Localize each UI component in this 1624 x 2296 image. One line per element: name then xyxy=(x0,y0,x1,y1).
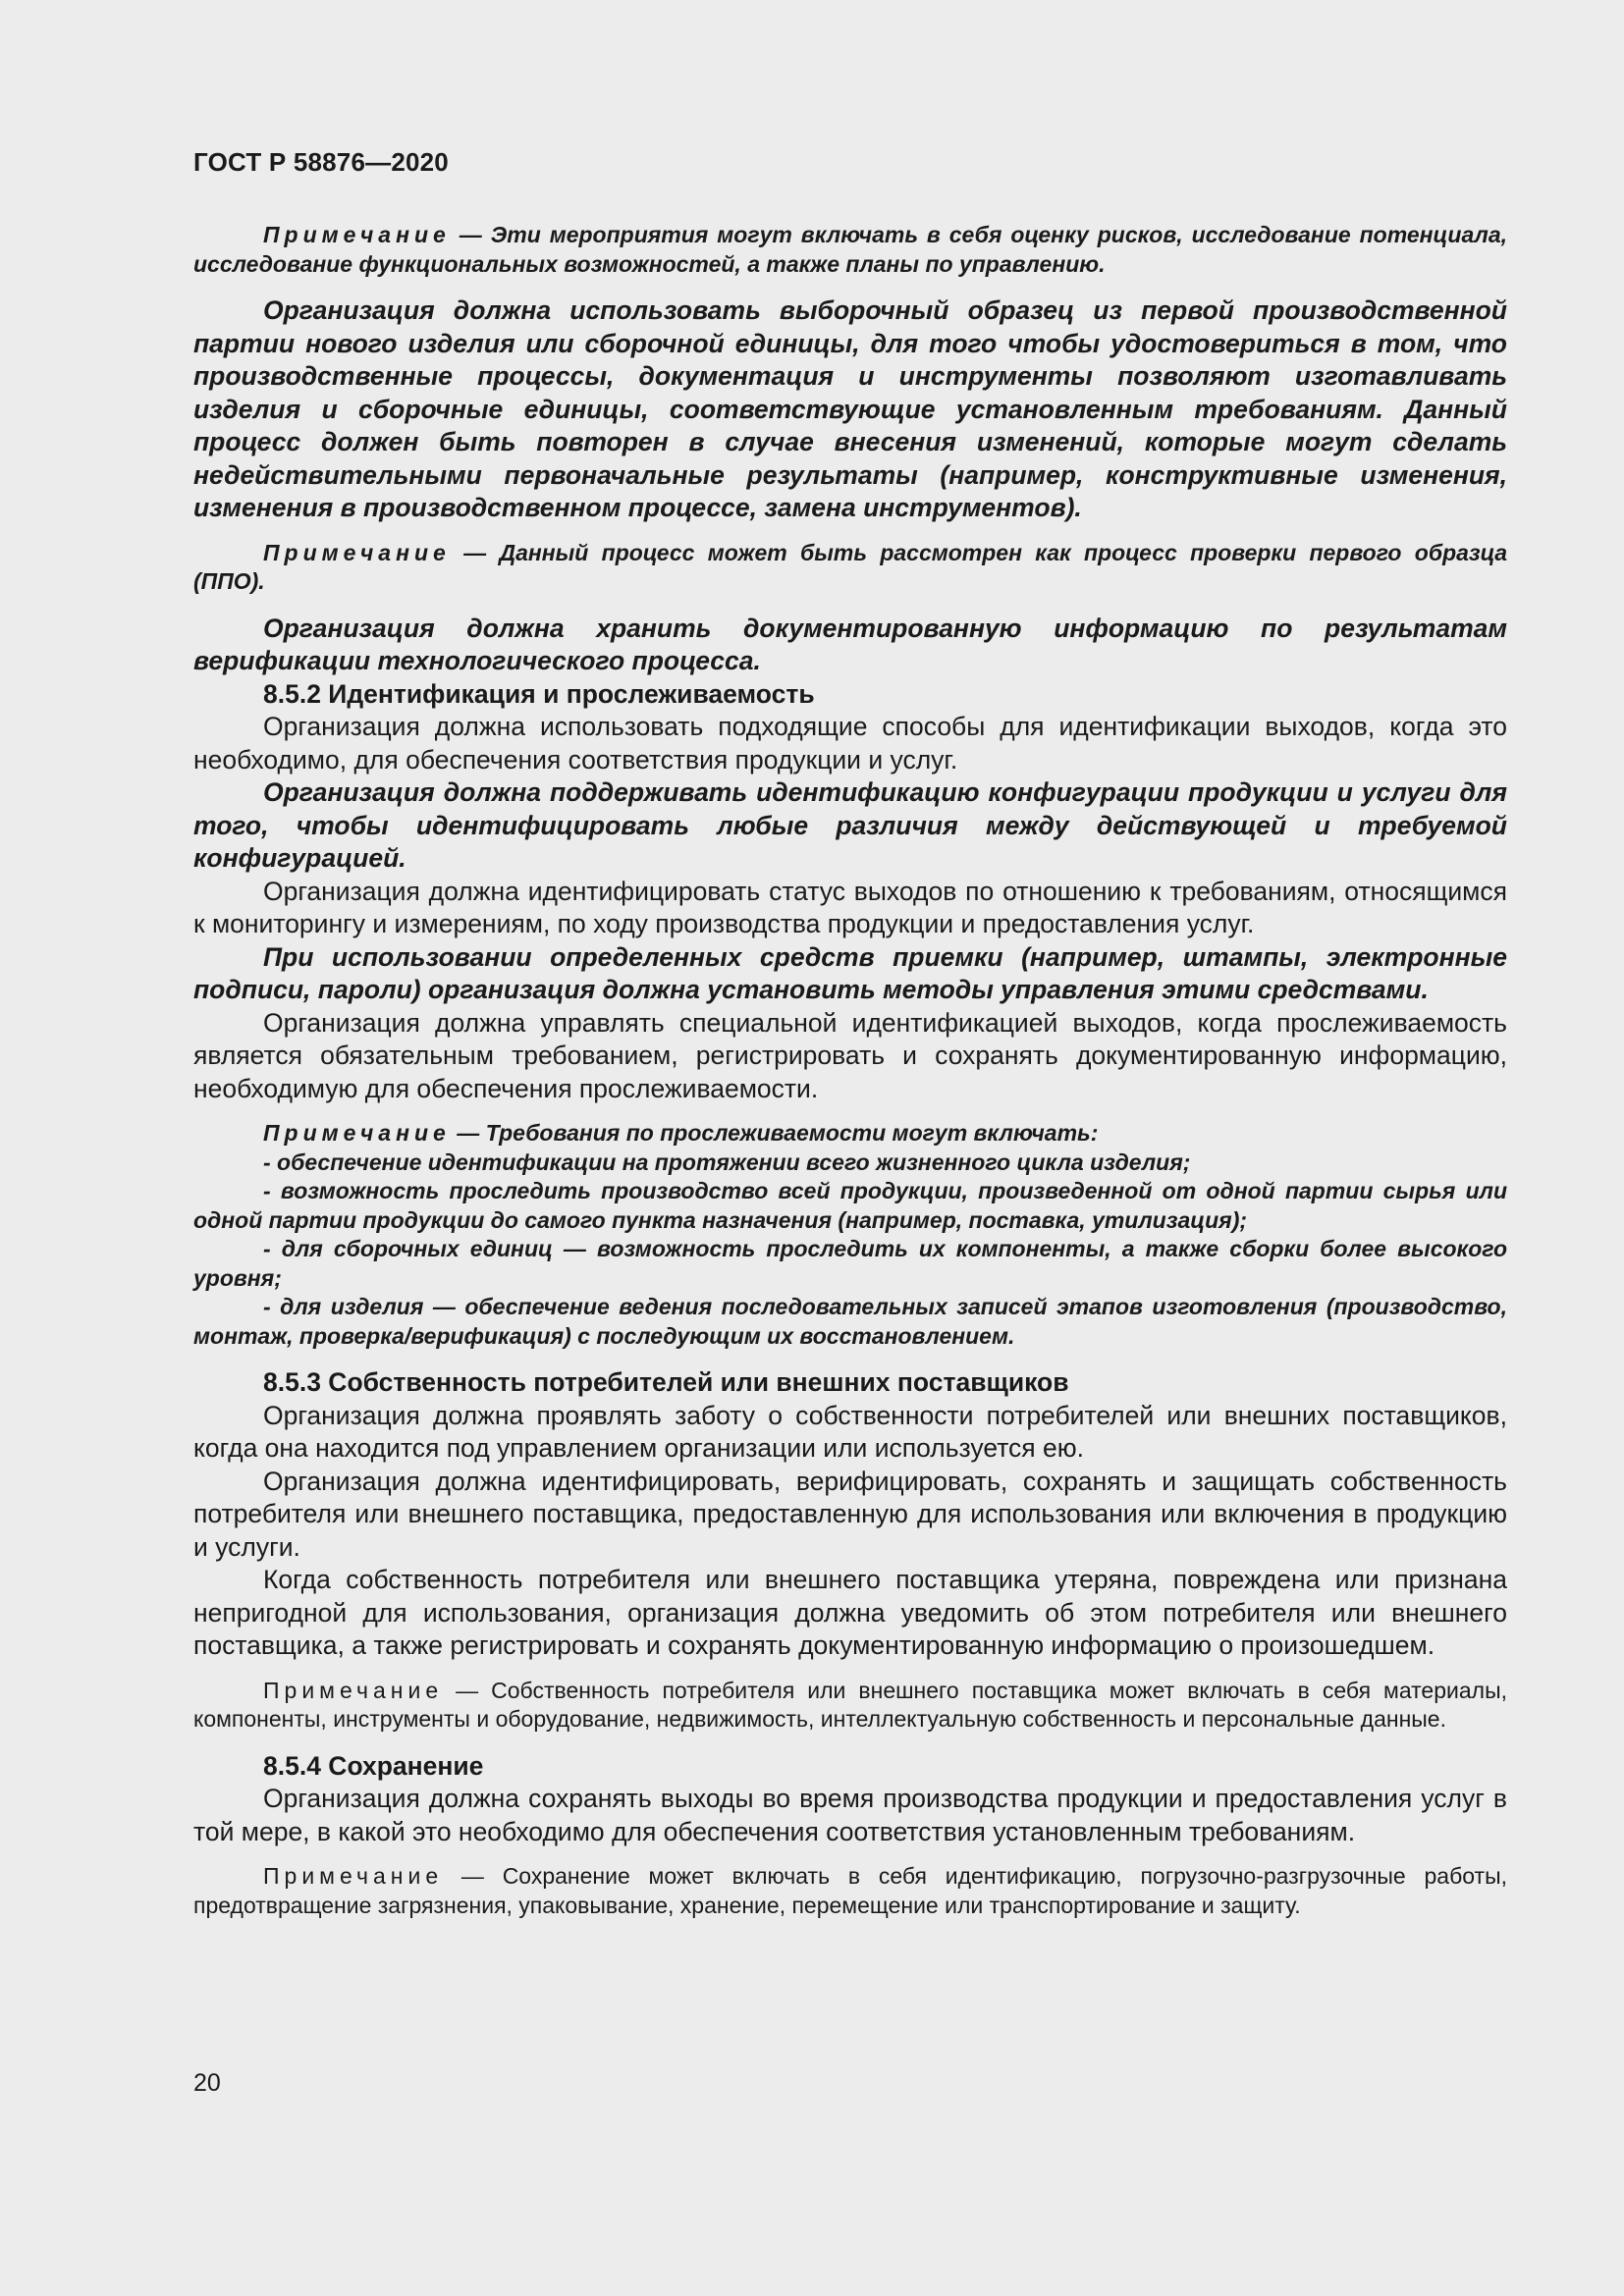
body-paragraph: Организация должна использовать подходящие способы для идентификации выходов, когда это необходимо, для обеспечения соответствия продукции и услуг. xyxy=(193,712,1507,774)
note-dash: — xyxy=(450,222,491,247)
document-page xyxy=(193,147,1507,1920)
section-heading-8-5-4: 8.5.4 Сохранение xyxy=(263,1750,484,1781)
note-text: Эти мероприятия могут включать в себя оценку рисков, исследование потенциала, исследование функциональных возможностей, а также планы по управлению. xyxy=(193,222,1508,277)
requirement-paragraph: Организация должна использовать выборочный образец из первой производственной партии нового изделия или сборочной единицы, для того чтобы удостовериться в том, что производственные процессы, документация и инструменты позволяют изготавливать изделия и сборочные единицы, соответствующие установленным требованиям. Данный процесс должен быть повторен в случае внесения изменений, которые могут сделать недействительными первоначальные результаты (например, конструктивные изменения, изменения в производственном процессе, замена инструментов). xyxy=(193,295,1507,522)
body-paragraph: Организация должна сохранять выходы во время производства продукции и предоставления услуг в той мере, в какой это необходимо для обеспечения соответствия установленным требованиям. xyxy=(193,1784,1507,1846)
page-number: 20 xyxy=(193,2069,221,2097)
document-header: ГОСТ Р 58876—2020 xyxy=(193,147,449,177)
note-list-item: - для сборочных единиц — возможность проследить их компоненты, а также сборки более высокого уровня; xyxy=(193,1236,1507,1291)
note-dash: — xyxy=(443,1863,503,1889)
requirement-paragraph: При использовании определенных средств приемки (например, штампы, электронные подписи, пароли) организация должна установить методы управления этими средствами. xyxy=(193,941,1507,1004)
note-label: Примечание xyxy=(263,222,451,247)
section-heading-8-5-2: 8.5.2 Идентификация и прослеживаемость xyxy=(263,678,815,709)
requirement-paragraph: Организация должна поддерживать идентификацию конфигурации продукции и услуги для того, чтобы идентифицировать любые различия между действующей и требуемой конфигурацией. xyxy=(193,777,1507,873)
note-list-item: - обеспечение идентификации на протяжении всего жизненного цикла изделия; xyxy=(263,1148,1191,1175)
note-text: Требования по прослеживаемости могут включать: xyxy=(485,1120,1099,1146)
note-dash: — xyxy=(450,1120,486,1146)
note-paragraph xyxy=(193,1677,1507,1735)
note-list-item: - для изделия — обеспечение ведения последовательных записей этапов изготовления (производство, монтаж, проверка/верификация) с последующим их восстановлением. xyxy=(193,1294,1507,1349)
note-label: Примечание xyxy=(263,1863,444,1889)
note-paragraph xyxy=(193,221,1507,279)
body-paragraph: Когда собственность потребителя или внешнего поставщика утеряна, повреждена или признана непригодной для использования, организация должна уведомить об этом потребителя или внешнего поставщика, а также регистрировать и сохранять документированную информацию о произошедшем. xyxy=(193,1565,1507,1660)
body-paragraph: Организация должна идентифицировать, верифицировать, сохранять и защищать собственность потребителя или внешнего поставщика, предоставленную для использования или включения в продукцию и услуги. xyxy=(193,1466,1507,1562)
note-text: Данный процесс может быть рассмотрен как процесс проверки первого образца (ППО). xyxy=(193,539,1507,594)
note-paragraph xyxy=(193,1862,1507,1920)
note-label: Примечание xyxy=(263,539,451,565)
body-paragraph: Организация должна идентифицировать статус выходов по отношению к требованиям, относящимся к мониторингу и измерениям, по ходу производства продукции и предоставления услуг. xyxy=(193,876,1507,938)
section-heading-8-5-3: 8.5.3 Собственность потребителей или внешних поставщиков xyxy=(263,1367,1069,1397)
note-label: Примечание xyxy=(263,1677,444,1703)
note-dash: — xyxy=(443,1677,492,1703)
note-text: Собственность потребителя или внешнего поставщика может включать в себя материалы, компоненты, инструменты и оборудование, недвижимость, интеллектуальную собственность и персональные данные. xyxy=(193,1677,1507,1732)
note-label: Примечание xyxy=(263,1120,451,1146)
body-paragraph: Организация должна проявлять заботу о собственности потребителей или внешних поставщиков, когда она находится под управлением организации или используется ею. xyxy=(193,1400,1507,1463)
note-paragraph xyxy=(193,539,1507,597)
note-list-item: - возможность проследить производство всей продукции, произведенной от одной партии сырья или одной партии продукции до самого пункта назначения (например, поставка, утилизация); xyxy=(193,1178,1507,1233)
body-paragraph: Организация должна управлять специальной идентификацией выходов, когда прослеживаемость является обязательным требованием, регистрировать и сохранять документированную информацию, необходимую для обеспечения прослеживаемости. xyxy=(193,1007,1507,1103)
note-dash: — xyxy=(450,539,500,565)
requirement-paragraph: Организация должна хранить документированную информацию по результатам верификации технологического процесса. xyxy=(193,613,1507,675)
note-paragraph xyxy=(193,1119,1507,1148)
note-text: Сохранение может включать в себя идентификацию, погрузочно-разгрузочные работы, предотвращение загрязнения, упаковывание, хранение, перемещение или транспортирование и защиту. xyxy=(193,1863,1507,1918)
